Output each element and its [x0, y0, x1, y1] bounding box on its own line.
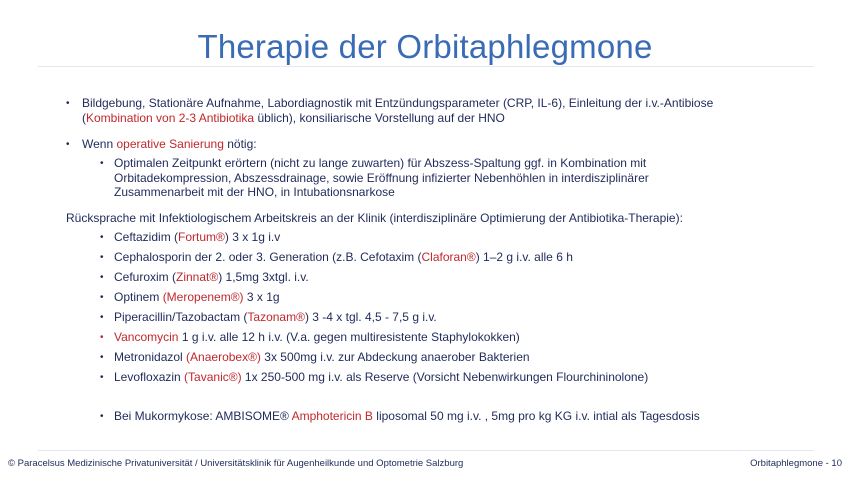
highlight-text: Kombination von 2-3 Antibiotika — [86, 110, 255, 125]
bullet-dot: • — [100, 272, 104, 283]
sub-bullet-zeitpunkt: Optimalen Zeitpunkt erörtern (nicht zu lange zuwarten) für Abszess-Spaltung ggf. in Kombination mit Orbitadekompression, Abszessdrainage, sowie Eröffnung infizierter Nebenhöhlen in interdisziplinärer Zusammenarbeit mit der HNO, in Intubationsnarkose — [114, 156, 649, 199]
bullet-dot: • — [100, 411, 104, 422]
slide-title: Therapie der Orbitaphlegmone — [197, 28, 653, 65]
bullet-dot: • — [100, 292, 104, 303]
list-item: Ceftazidim (Fortum®) 3 x 1g i.v — [114, 230, 281, 244]
list-item: Vancomycin 1 g i.v. alle 12 h i.v. (V.a. gegen multiresistente Staphylokokken) — [114, 330, 520, 344]
bullet-dot: • — [100, 352, 104, 363]
list-item: Optinem (Meropenem®) 3 x 1g — [114, 290, 280, 304]
highlight-text: operative Sanierung — [116, 137, 224, 151]
bullet-dot: • — [100, 252, 104, 263]
bullet-bildgebung: Bildgebung, Stationäre Aufnahme, Labordiagnostik mit Entzündungsparameter (CRP, IL-6), Einleitung der i.v.-Antibiose (Kombination von 2-3 Antibiotika üblich), konsiliarische Vorstellung auf der HNO — [82, 96, 714, 125]
list-item: Cefuroxim (Zinnat®) 1,5mg 3xtgl. i.v. — [114, 270, 309, 284]
bullet-operative: Wenn operative Sanierung nötig: — [82, 137, 257, 151]
bullet-dot: • — [100, 232, 104, 243]
list-item: Levofloxazin (Tavanic®) 1x 250-500 mg i.v. als Reserve (Vorsicht Nebenwirkungen Flourchininolone) — [114, 370, 649, 384]
highlight-text: Amphotericin B — [291, 409, 373, 423]
bullet-dot: • — [100, 158, 104, 169]
footer-divider — [38, 450, 814, 451]
bullet-mukormykose: Bei Mukormykose: AMBISOME® Amphotericin B liposomal 50 mg i.v. , 5mg pro kg KG i.v. intial als Tagesdosis — [114, 409, 700, 423]
list-item: Piperacillin/Tazobactam (Tazonam®) 3 -4 x tgl. 4,5 - 7,5 g i.v. — [114, 310, 437, 324]
bullet-text: Bildgebung, Stationäre Aufnahme, Labordiagnostik mit Entzündungsparameter (CRP, IL-6), Einleitung der i.v.-Antibiose — [82, 96, 714, 110]
bullet-dot: • — [100, 372, 104, 383]
list-item: Cephalosporin der 2. oder 3. Generation (z.B. Cefotaxim (Claforan®) 1–2 g i.v. alle 6 h — [114, 250, 573, 264]
bullet-dot: • — [100, 332, 104, 343]
bullet-dot: • — [100, 312, 104, 323]
title-divider — [38, 66, 814, 67]
footer-copyright: © Paracelsus Medizinische Privatuniversität / Universitätsklinik für Augenheilkunde und Optometrie Salzburg — [8, 458, 464, 469]
ruecksprache-text: Rücksprache mit Infektiologischem Arbeitskreis an der Klinik (interdisziplinäre Optimierung der Antibiotika-Therapie): — [66, 211, 683, 225]
list-item: Metronidazol (Anaerobex®) 3x 500mg i.v. zur Abdeckung anaerober Bakterien — [114, 350, 530, 364]
bullet-dot: • — [66, 139, 70, 150]
footer-page-label: Orbitaphlegmone - 10 — [750, 458, 842, 469]
bullet-dot: • — [66, 98, 70, 109]
